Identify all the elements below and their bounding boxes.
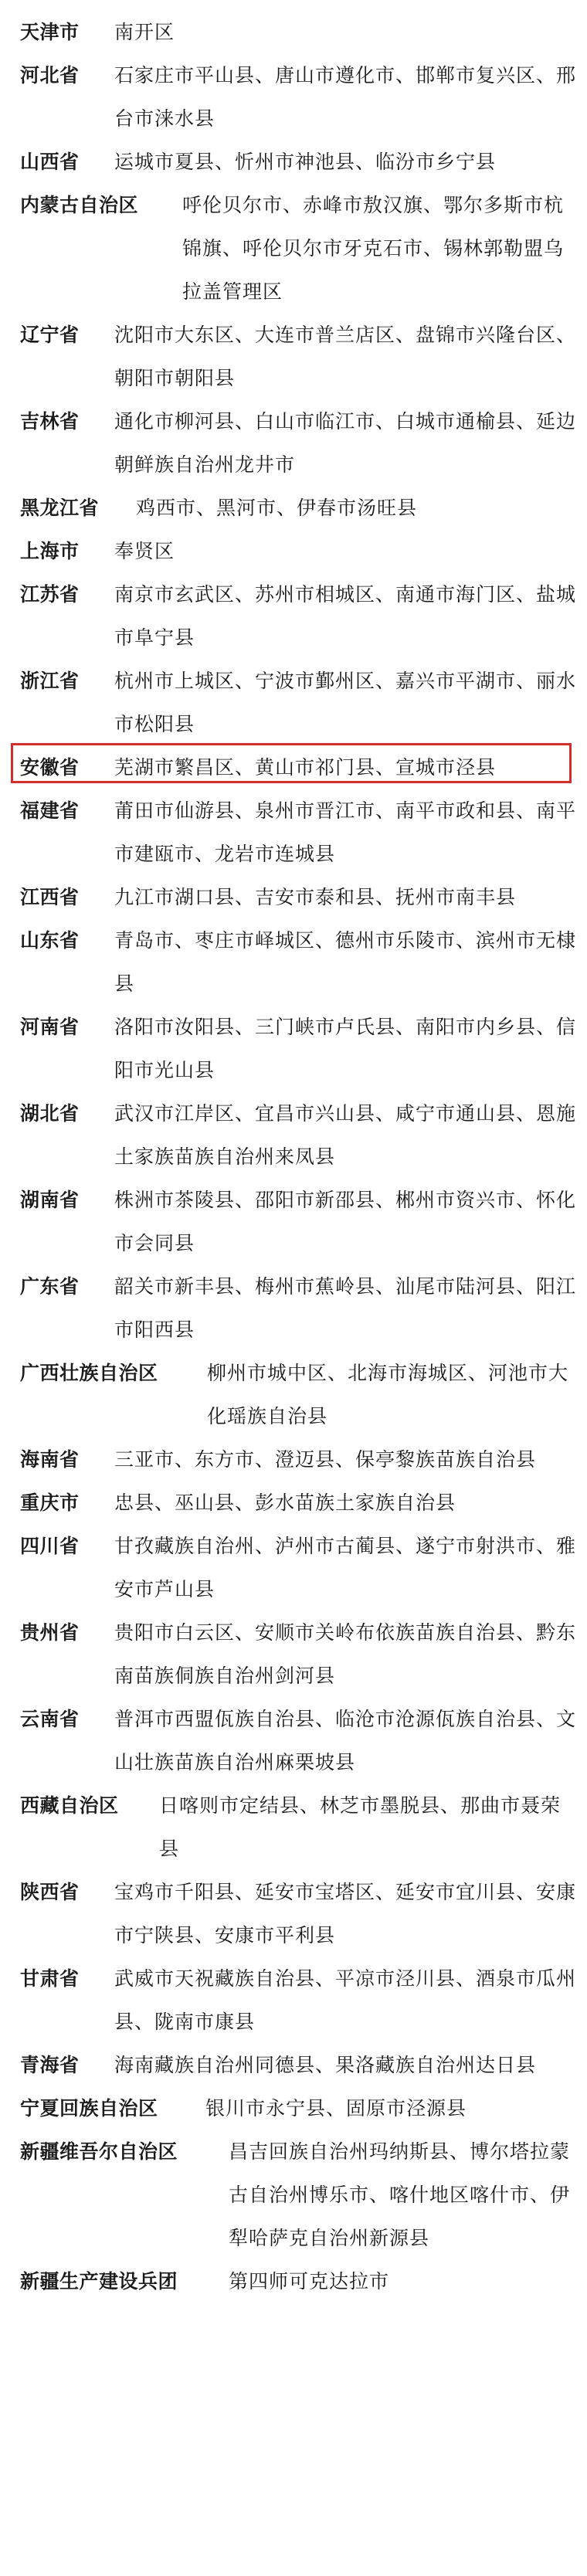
province-entry	[20, 487, 576, 530]
province-name: 甘肃省	[20, 1967, 80, 1990]
province-entry	[20, 573, 576, 660]
city-list: 南开区	[114, 21, 175, 43]
province-name: 贵州省	[20, 1621, 80, 1644]
city-list: 芜湖市繁昌区、黄山市祁门县、宣城市泾县	[114, 756, 497, 779]
province-entry	[20, 1179, 576, 1265]
city-list: 洛阳市汝阳县、三门峡市卢氏县、南阳市内乡县、信阳市光山县	[114, 1016, 577, 1081]
province-name: 西藏自治区	[20, 1794, 119, 1817]
city-list: 沈阳市大东区、大连市普兰店区、盘锦市兴隆台区、朝阳市朝阳县	[114, 324, 577, 389]
province-name: 江苏省	[20, 583, 80, 606]
province-name: 吉林省	[20, 410, 80, 433]
province-name: 河南省	[20, 1016, 80, 1038]
province-name: 青海省	[20, 2054, 80, 2076]
city-list: 武威市天祝藏族自治县、平凉市泾川县、酒泉市瓜州县、陇南市康县	[114, 1967, 577, 2033]
province-entry	[20, 789, 576, 876]
province-name: 新疆生产建设兵团	[20, 2270, 178, 2293]
province-name: 四川省	[20, 1535, 80, 1557]
province-list	[20, 11, 576, 2303]
city-list: 第四师可克达拉市	[229, 2270, 390, 2293]
city-list: 柳州市城中区、北海市海城区、河池市大化瑶族自治县	[207, 1362, 569, 1427]
province-name: 上海市	[20, 540, 80, 562]
province-entry	[20, 919, 576, 1006]
province-name: 广西壮族自治区	[20, 1362, 158, 1384]
province-name: 浙江省	[20, 670, 80, 692]
province-name: 宁夏回族自治区	[20, 2097, 158, 2120]
province-entry	[20, 1352, 576, 1438]
province-name: 江西省	[20, 886, 80, 908]
city-list: 石家庄市平山县、唐山市遵化市、邯郸市复兴区、邢台市涞水县	[114, 64, 577, 130]
province-entry	[20, 2087, 576, 2130]
province-entry	[20, 1092, 576, 1179]
province-name: 云南省	[20, 1708, 80, 1730]
province-name: 内蒙古自治区	[20, 194, 139, 216]
city-list: 株洲市茶陵县、邵阳市新邵县、郴州市资兴市、怀化市会同县	[114, 1189, 577, 1254]
province-entry	[20, 1006, 576, 1092]
province-entry	[20, 1525, 576, 1611]
city-list: 武汉市江岸区、宜昌市兴山县、咸宁市通山县、恩施土家族苗族自治州来凤县	[114, 1102, 577, 1168]
province-name: 黑龙江省	[20, 497, 100, 519]
province-name: 安徽省	[20, 756, 80, 779]
city-list: 鸡西市、黑河市、伊春市汤旺县	[136, 497, 418, 519]
province-name: 海南省	[20, 1448, 80, 1471]
province-name: 河北省	[20, 64, 80, 87]
province-entry	[20, 1481, 576, 1525]
province-entry	[20, 11, 576, 54]
city-list: 杭州市上城区、宁波市鄞州区、嘉兴市平湖市、丽水市松阳县	[114, 670, 577, 735]
city-list: 通化市柳河县、白山市临江市、白城市通榆县、延边朝鲜族自治州龙井市	[114, 410, 577, 476]
city-list: 莆田市仙游县、泉州市晋江市、南平市政和县、南平市建瓯市、龙岩市连城县	[114, 799, 577, 865]
province-entry	[20, 876, 576, 919]
city-list: 奉贤区	[114, 540, 175, 562]
province-name: 新疆维吾尔自治区	[20, 2140, 178, 2163]
province-entry	[20, 1611, 576, 1698]
city-list: 呼伦贝尔市、赤峰市敖汉旗、鄂尔多斯市杭锦旗、呼伦贝尔市牙克石市、锡林郭勒盟乌拉盖管理区	[182, 194, 565, 303]
province-name: 湖北省	[20, 1102, 80, 1125]
city-list: 九江市湖口县、吉安市泰和县、抚州市南丰县	[114, 886, 517, 908]
province-entry	[20, 660, 576, 746]
city-list: 甘孜藏族自治州、泸州市古蔺县、遂宁市射洪市、雅安市芦山县	[114, 1535, 577, 1600]
province-entry	[20, 1871, 576, 1957]
province-entry	[20, 54, 576, 141]
city-list: 三亚市、东方市、澄迈县、保亭黎族苗族自治县	[114, 1448, 537, 1471]
province-entry	[20, 530, 576, 573]
province-name: 广东省	[20, 1275, 80, 1298]
city-list: 南京市玄武区、苏州市相城区、南通市海门区、盐城市阜宁县	[114, 583, 577, 649]
province-entry	[20, 184, 576, 314]
province-name: 湖南省	[20, 1189, 80, 1211]
city-list: 韶关市新丰县、梅州市蕉岭县、汕尾市陆河县、阳江市阳西县	[114, 1275, 577, 1341]
city-list: 运城市夏县、忻州市神池县、临汾市乡宁县	[114, 151, 497, 173]
city-list: 普洱市西盟佤族自治县、临沧市沧源佤族自治县、文山壮族苗族自治州麻栗坡县	[114, 1708, 577, 1773]
city-list: 青岛市、枣庄市峄城区、德州市乐陵市、滨州市无棣县	[114, 929, 577, 995]
city-list: 海南藏族自治州同德县、果洛藏族自治州达日县	[114, 2054, 537, 2076]
province-name: 福建省	[20, 799, 80, 822]
province-entry	[20, 141, 576, 184]
province-entry	[20, 2044, 576, 2087]
city-list: 忠县、巫山县、彭水苗族土家族自治县	[114, 1492, 456, 1514]
city-list: 银川市永宁县、固原市泾源县	[205, 2097, 467, 2120]
province-name: 辽宁省	[20, 324, 80, 346]
city-list: 宝鸡市千阳县、延安市宝塔区、延安市宜川县、安康市宁陕县、安康市平利县	[114, 1881, 577, 1946]
province-name: 重庆市	[20, 1492, 80, 1514]
province-entry	[20, 1698, 576, 1784]
province-entry	[20, 1438, 576, 1481]
city-list: 日喀则市定结县、林芝市墨脱县、那曲市聂荣县	[159, 1794, 562, 1860]
province-name: 山西省	[20, 151, 80, 173]
province-name: 天津市	[20, 21, 80, 43]
province-name: 陕西省	[20, 1881, 80, 1903]
province-entry	[20, 746, 576, 789]
province-entry	[20, 1784, 576, 1871]
city-list: 贵阳市白云区、安顺市关岭布依族苗族自治县、黔东南苗族侗族自治州剑河县	[114, 1621, 577, 1687]
province-entry	[20, 2260, 576, 2303]
province-name: 山东省	[20, 929, 80, 952]
province-entry	[20, 1265, 576, 1352]
province-entry	[20, 314, 576, 400]
province-entry	[20, 1957, 576, 2044]
province-entry	[20, 400, 576, 487]
city-list: 昌吉回族自治州玛纳斯县、博尔塔拉蒙古自治州博乐市、喀什地区喀什市、伊犁哈萨克自治州新源县	[229, 2140, 571, 2249]
province-entry	[20, 2130, 576, 2260]
